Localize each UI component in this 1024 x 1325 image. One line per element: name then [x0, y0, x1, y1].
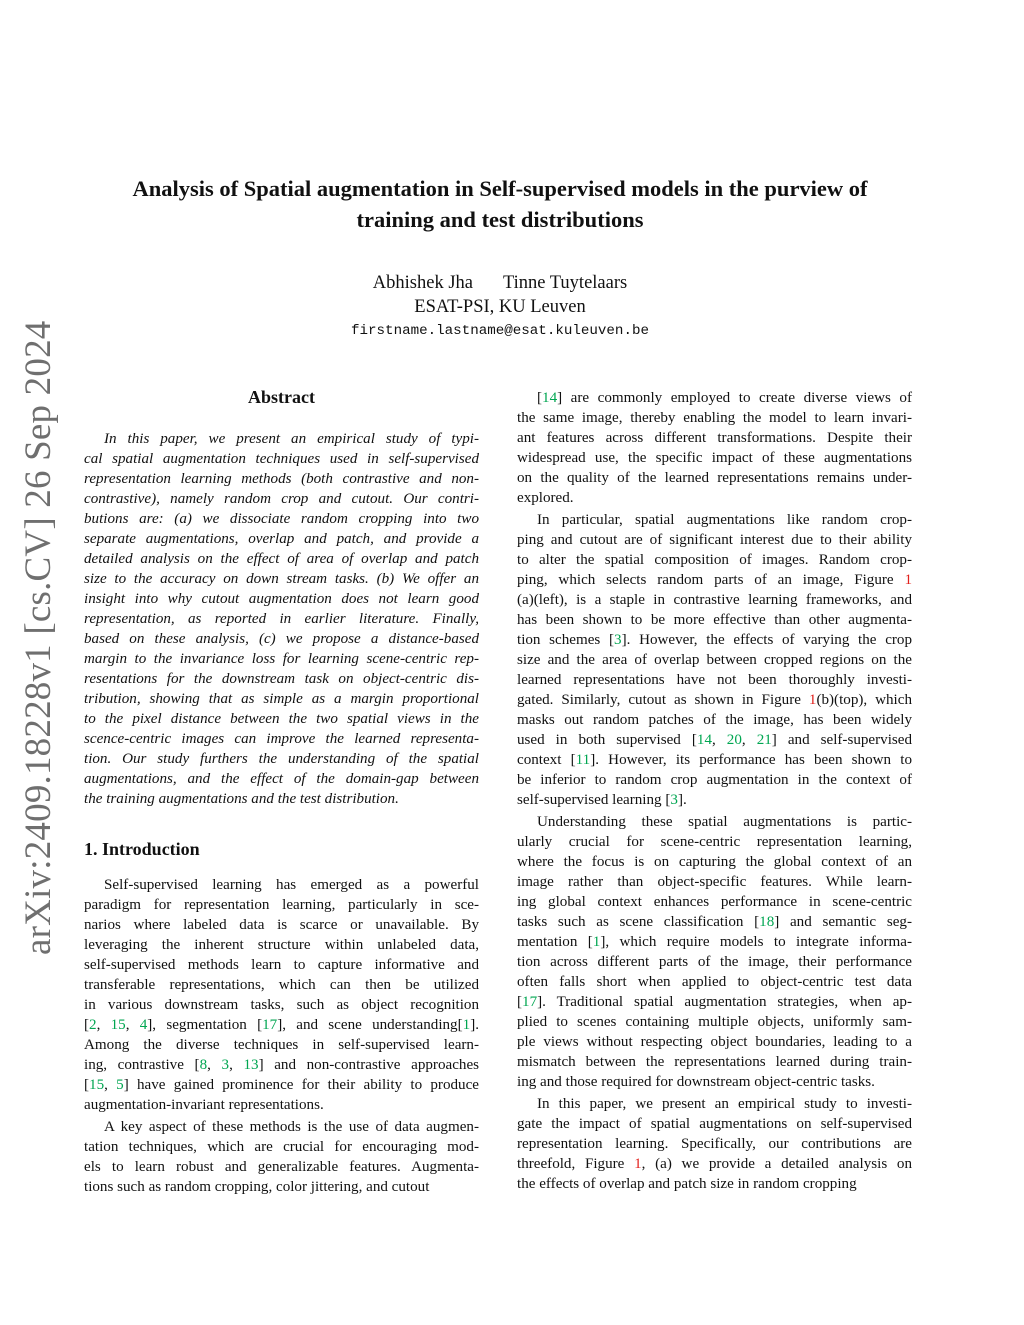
text-line: masks out random patches of the image, has been widely: [517, 712, 912, 728]
citation-link[interactable]: 14: [542, 390, 558, 406]
citation-link[interactable]: 3: [614, 632, 622, 648]
title-line: training and test distributions: [356, 207, 644, 232]
abstract-line: cal spatial augmentation techniques used in self-supervised: [84, 451, 479, 467]
text-line: self-supervised learning [3].: [517, 792, 687, 808]
text-line: paradigm for representation learning, particularly in sce-: [84, 897, 479, 913]
author-name: Abhishek Jha: [372, 273, 473, 293]
abstract-line: to the pixel distance between the two spatial views in the: [84, 711, 479, 727]
text-line: [17]. Traditional spatial augmentation strategies, when ap-: [517, 994, 912, 1010]
citation-link[interactable]: 20: [726, 732, 742, 748]
text-line: self-supervised methods learn to capture informative and: [84, 957, 479, 973]
text-line: where the focus is on capturing the global context of an: [517, 854, 912, 870]
figure-reference-link[interactable]: 1: [634, 1156, 642, 1172]
text-line: gate the impact of spatial augmentations on self-supervised: [517, 1116, 912, 1132]
text-line: tasks such as scene classification [18] and semantic seg-: [517, 914, 912, 930]
citation-link[interactable]: 8: [199, 1057, 208, 1073]
text-line: ularly crucial for scene-centric representation learning,: [517, 834, 912, 850]
abstract-line: size to the accuracy on down stream tasks. (b) We offer an: [84, 571, 479, 587]
abstract-line: representation learning methods (both contrastive and non-: [84, 471, 479, 487]
abstract-line: contrastive), namely random crop and cutout. Our contri-: [84, 491, 479, 507]
arxiv-identifier: arXiv:2409.18228v1 [cs.CV] 26 Sep 2024: [18, 320, 59, 955]
text-line: tion across different parts of the image, their performance: [517, 954, 912, 970]
text-line: context [11]. However, its performance has been shown to: [517, 752, 912, 768]
citation-link[interactable]: 11: [575, 752, 591, 768]
text-line: [2, 15, 4], segmentation [17], and scene understanding[1].: [84, 1017, 479, 1033]
citation-link[interactable]: 14: [696, 732, 712, 748]
abstract-text: [84, 429, 479, 809]
citation-link[interactable]: 15: [110, 1017, 126, 1033]
abstract-line: augmentations, and the effect of the domain-gap between: [84, 771, 479, 787]
text-line: often falls short when applied to object-centric test data: [517, 974, 912, 990]
abstract-line: based on these analysis, (c) we propose a distance-based: [84, 631, 479, 647]
text-line: mentation [1], which require models to integrate informa-: [517, 934, 912, 950]
left-column: [84, 387, 479, 1197]
text-line: [15, 5] have gained prominence for their ability to produce: [84, 1077, 479, 1093]
citation-link[interactable]: 17: [522, 994, 538, 1010]
text-line: the effects of overlap and patch size in random cropping: [517, 1176, 857, 1192]
body-paragraph: [517, 812, 912, 1092]
abstract-line: separate augmentations, overlap and patch, and provide a: [84, 531, 479, 547]
text-line: (a)(left), is a staple in contrastive learning frameworks, and: [517, 592, 912, 608]
text-line: has been shown to be more effective than other augmenta-: [517, 612, 912, 628]
text-line: be inferior to random crop augmentation in the context of: [517, 772, 912, 788]
text-line: leveraging the inherent structure within unlabeled data,: [84, 937, 479, 953]
citation-link[interactable]: 18: [759, 914, 775, 930]
text-line: ping, which selects random parts of an image, Figure 1: [517, 572, 912, 588]
text-line: transferable representations, which can then be utilized: [84, 977, 479, 993]
intro-paragraph: [84, 875, 479, 1115]
text-line: tions such as random cropping, color jittering, and cutout: [84, 1179, 430, 1195]
text-line: representation learning. Specifically, our contributions are: [517, 1136, 912, 1152]
abstract-line: detailed analysis on the effect of area of overlap and patch: [84, 551, 479, 567]
text-line: size and the area of overlap between cropped regions on the: [517, 652, 912, 668]
text-line: In particular, spatial augmentations like random crop-: [537, 512, 912, 528]
citation-link[interactable]: 2: [89, 1017, 97, 1033]
citation-link[interactable]: 13: [243, 1057, 259, 1073]
figure-reference-link[interactable]: 1: [904, 572, 912, 588]
text-line: the same image, thereby enabling the model to learn invari-: [517, 410, 912, 426]
text-line: narios where labeled data is scarce or unavailable. By: [84, 917, 479, 933]
text-line: In this paper, we present an empirical study to investi-: [537, 1096, 912, 1112]
text-line: ing, contrastive [8, 3, 13] and non-contrastive approaches: [84, 1057, 480, 1073]
affiliation: ESAT-PSI, KU Leuven: [414, 297, 586, 317]
text-line: ing and those required for downstream object-centric tasks.: [517, 1074, 875, 1090]
text-line: widespread use, the specific impact of these augmentations: [517, 450, 912, 466]
text-line: els to learn robust and generalizable features. Augmenta-: [84, 1159, 479, 1175]
body-paragraph: [517, 388, 912, 508]
author-names: [84, 271, 916, 295]
text-line: threefold, Figure 1, (a) we provide a detailed analysis on: [517, 1156, 912, 1172]
author-block: [84, 271, 916, 319]
body-paragraph: [517, 510, 912, 810]
text-line: used in both supervised [14, 20, 21] and self-supervised: [517, 732, 913, 748]
author-email: firstname.lastname@esat.kuleuven.be: [351, 323, 649, 339]
text-line: on the quality of the learned representations remains under-: [517, 470, 912, 486]
text-line: [14] are commonly employed to create diverse views of: [537, 390, 912, 406]
text-line: mismatch between the representations learned during train-: [517, 1054, 912, 1070]
paper-title: [84, 173, 916, 235]
text-line: Among the diverse techniques in self-supervised learn-: [84, 1037, 479, 1053]
citation-link[interactable]: 3: [670, 792, 678, 808]
text-line: augmentation-invariant representations.: [84, 1097, 324, 1113]
author-name: Tinne Tuytelaars: [502, 273, 628, 293]
abstract-line: margin to the invariance loss for learning scene-centric rep-: [84, 651, 479, 667]
right-column: [517, 388, 912, 1194]
text-line: image rather than object-specific features. While learn-: [517, 874, 912, 890]
citation-link[interactable]: 17: [262, 1017, 278, 1033]
abstract-line: insight into why cutout augmentation does not learn good: [84, 591, 479, 607]
text-line: tion schemes [3]. However, the effects of varying the crop: [517, 632, 913, 648]
citation-link[interactable]: 1: [592, 934, 601, 950]
text-line: ple views without respecting object boundaries, leading to a: [517, 1034, 912, 1050]
citation-link[interactable]: 5: [116, 1077, 124, 1093]
text-line: Understanding these spatial augmentations is partic-: [537, 814, 912, 830]
citation-link[interactable]: 3: [221, 1057, 230, 1073]
citation-link[interactable]: 4: [139, 1017, 148, 1033]
citation-link[interactable]: 1: [462, 1017, 471, 1033]
text-line: Self-supervised learning has emerged as a powerful: [104, 877, 479, 893]
text-line: in various downstream tasks, such as object recognition: [84, 997, 479, 1013]
text-line: tation techniques, which are crucial for encouraging mod-: [84, 1139, 479, 1155]
text-line: ing global context enhances performance in scene-centric: [517, 894, 912, 910]
abstract-line: In this paper, we present an empirical study of typi-: [104, 431, 479, 447]
title-line: Analysis of Spatial augmentation in Self-supervised models in the purview of: [132, 176, 868, 201]
section-heading: 1. Introduction: [84, 839, 200, 859]
text-line: ping and cutout are of significant interest due to their ability: [517, 532, 912, 548]
abstract-line: resentations for the downstream task on object-centric dis-: [84, 671, 479, 687]
text-line: A key aspect of these methods is the use of data augmen-: [104, 1119, 479, 1135]
abstract-line: scence-centric images can improve the learned representa-: [84, 731, 479, 747]
text-line: gated. Similarly, cutout as shown in Figure 1(b)(top), which: [517, 692, 912, 708]
abstract-line: tion. Our study furthers the understanding of the spatial: [84, 751, 479, 767]
abstract-line: tribution, showing that as simple as a margin proportional: [84, 691, 479, 707]
text-line: learned representations have not been thoroughly investi-: [517, 672, 912, 688]
text-line: ant features across different transformations. Despite their: [517, 430, 912, 446]
abstract-line: butions are: (a) we dissociate random cropping into two: [84, 511, 479, 527]
intro-paragraph: [84, 1117, 479, 1197]
text-line: plied to scenes containing multiple objects, uniformly sam-: [517, 1014, 912, 1030]
citation-link[interactable]: 15: [89, 1077, 105, 1093]
citation-link[interactable]: 21: [756, 732, 772, 748]
abstract-line: the training augmentations and the test distribution.: [84, 791, 399, 807]
text-line: to alter the spatial composition of images. Random crop-: [517, 552, 912, 568]
body-paragraph: [517, 1094, 912, 1194]
abstract-heading: Abstract: [248, 387, 315, 407]
figure-reference-link[interactable]: 1: [808, 692, 817, 708]
text-line: explored.: [517, 490, 574, 506]
abstract-line: representation, as reported in earlier literature. Finally,: [84, 611, 479, 627]
